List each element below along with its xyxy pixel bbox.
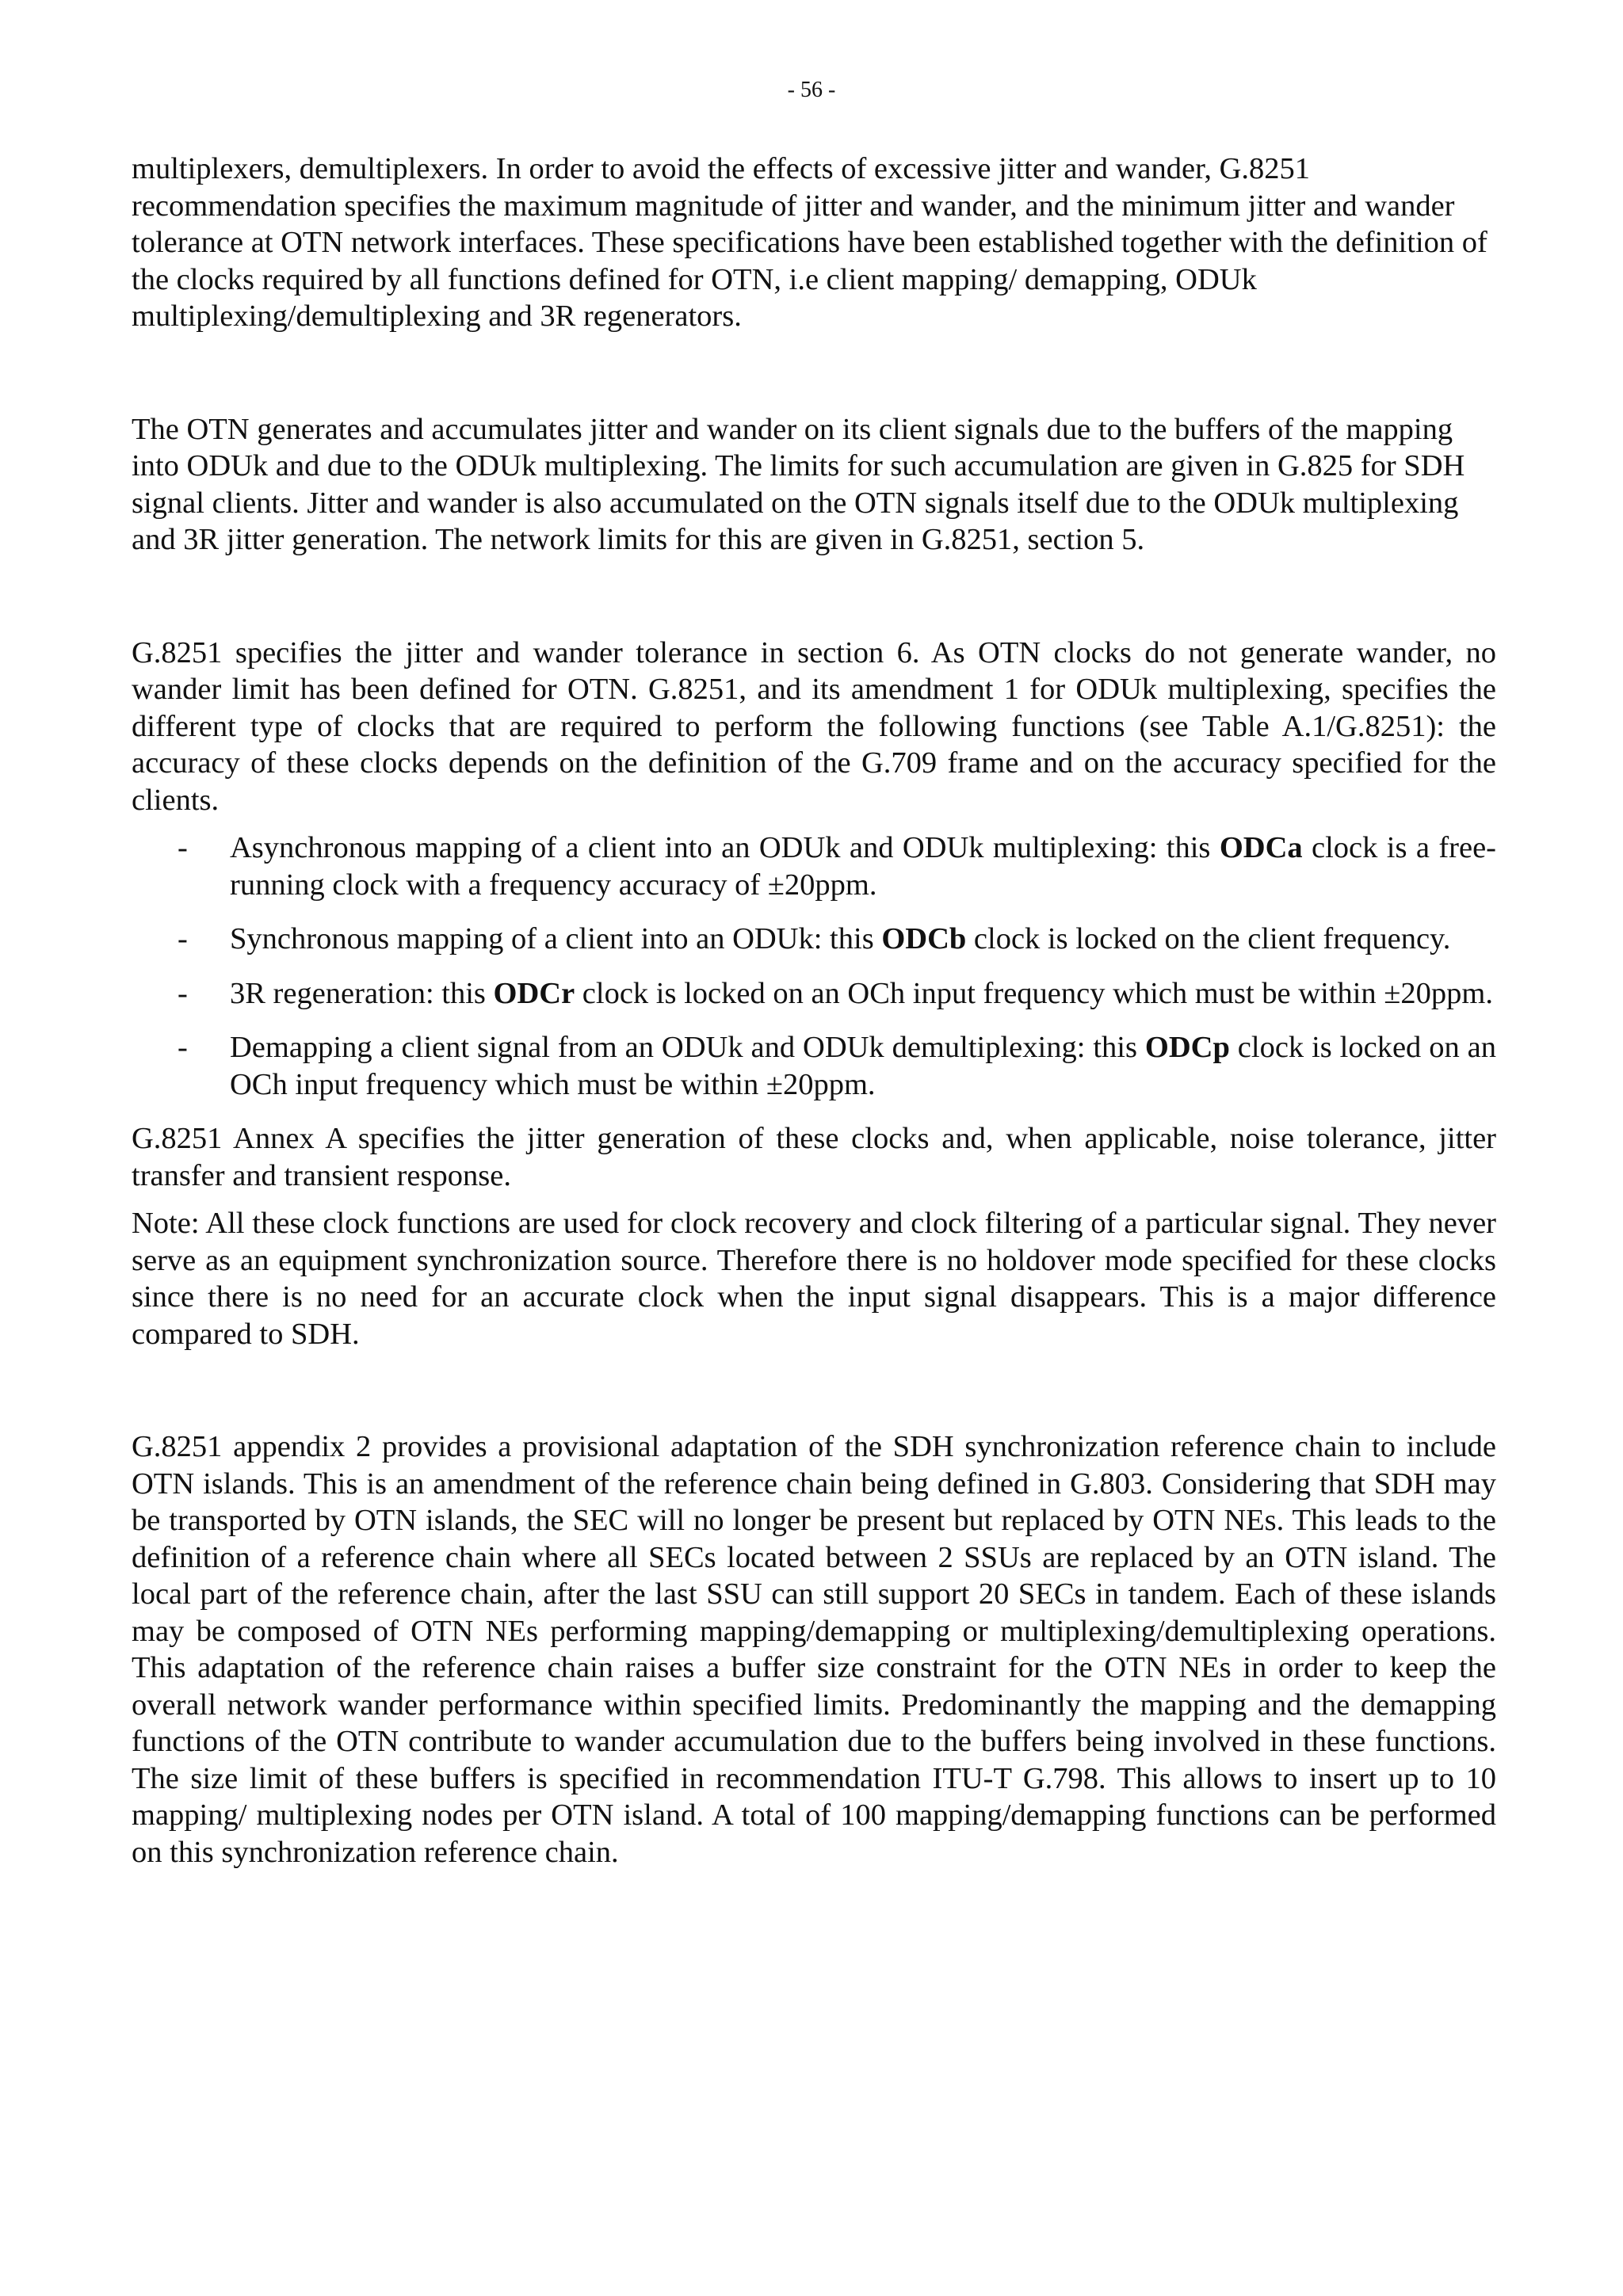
page-number: - 56 -: [787, 78, 836, 102]
clock-name-odcr: ODCr: [493, 976, 575, 1010]
list-item-text: Asynchronous mapping of a client into an ODUk and ODUk multiplexing: this: [230, 831, 1220, 864]
list-dash: -: [178, 831, 188, 864]
list-item-odcp: [132, 1029, 1496, 1103]
list-item-odcr: [132, 975, 1496, 1013]
clock-functions-list: [132, 830, 1496, 1103]
list-dash: -: [178, 922, 188, 955]
clock-name-odcp: ODCp: [1144, 1031, 1230, 1064]
list-item-text: Demapping a client signal from an ODUk and ODUk demultiplexing: this: [230, 1031, 1145, 1064]
list-item-text: clock is a free- running clock with a frequency accuracy of ±20ppm.: [230, 831, 1496, 902]
document-body: [132, 151, 1496, 1871]
list-item-text: 3R regeneration: this: [230, 976, 494, 1010]
list-item-text: clock is locked on an OCh input frequency which must be within ±20ppm.: [575, 976, 1493, 1010]
list-item-text: clock is locked on an OCh input frequency which must be within ±20ppm.: [230, 1031, 1496, 1101]
list-item-text: clock is locked on the client frequency.: [966, 922, 1451, 955]
list-item-odca: [132, 830, 1496, 903]
clock-name-odcb: ODCb: [881, 922, 967, 955]
paragraph-appendix-2: G.8251 appendix 2 provides a provisional adaptation of the SDH synchronization reference chain to include OTN islands. This is an amendment of the reference chain being defined in G.803. Considering that SDH may be transported by OTN islands, the SEC will no longer be present but replaced by OTN NEs. This leads to the definition of a reference chain where all SECs located between 2 SSUs are replaced by an OTN island. The local part of the reference chain, after the last SSU can still support 20 SECs in tandem. Each of these islands may be composed of OTN NEs performing mapping/demapping or multiplexing/demultiplexing operations. This adaptation of the reference chain raises a buffer size constraint for the OTN NEs in order to keep the overall network wander performance within specified limits. Predominantly the mapping and the demapping functions of the OTN contribute to wander accumulation due to the buffers being involved in these functions. The size limit of these buffers is specified in recommendation ITU-T G.798. This allows to insert up to 10 mapping/ multiplexing nodes per OTN island. A total of 100 mapping/demapping functions can be performed on this synchronization reference chain.: [132, 1430, 1496, 1869]
paragraph-annex-a: G.8251 Annex A specifies the jitter generation of these clocks and, when applicable, noise tolerance, jitter transfer and transient response.: [132, 1122, 1496, 1192]
paragraph-g8251-tolerance: G.8251 specifies the jitter and wander tolerance in section 6. As OTN clocks do not generate wander, no wander limit has been defined for OTN. G.8251, and its amendment 1 for ODUk multiplexing, specifies the different type of clocks that are required to perform the following functions (see Table A.1/G.8251): the accuracy of these clocks depends on the definition of the G.709 frame and on the accuracy specified for the clients.: [132, 635, 1496, 817]
clock-name-odca: ODCa: [1219, 831, 1303, 864]
list-dash: -: [178, 976, 188, 1010]
paragraph-note-clock-functions: Note: All these clock functions are used for clock recovery and clock filtering of a particular signal. They never serve as an equipment synchronization source. Therefore there is no holdover mode specified for these clocks since there is no need for an accurate clock when the input signal disappears. This is a major difference compared to SDH.: [132, 1207, 1496, 1351]
paragraph-otn-jitter-intro: multiplexers, demultiplexers. In order to avoid the effects of excessive jitter and wander, G.8251 recommendation specifies the maximum magnitude of jitter and wander, and the minimum jitter and wander tolerance at OTN network interfaces. These specifications have been established together with the definition of the clocks required by all functions defined for OTN, i.e client mapping/ demapping, ODUk multiplexing/demultiplexing and 3R regenerators.: [132, 152, 1487, 333]
list-item-text: Synchronous mapping of a client into an ODUk: this: [230, 922, 882, 955]
paragraph-otn-accumulation: The OTN generates and accumulates jitter and wander on its client signals due to the buffers of the mapping into ODUk and due to the ODUk multiplexing. The limits for such accumulation are given in G.825 for SDH signal clients. Jitter and wander is also accumulated on the OTN signals itself due to the ODUk multiplexing and 3R jitter generation. The network limits for this are given in G.8251, section 5.: [132, 412, 1465, 556]
list-dash: -: [178, 1031, 188, 1064]
list-item-odcb: [132, 921, 1496, 958]
